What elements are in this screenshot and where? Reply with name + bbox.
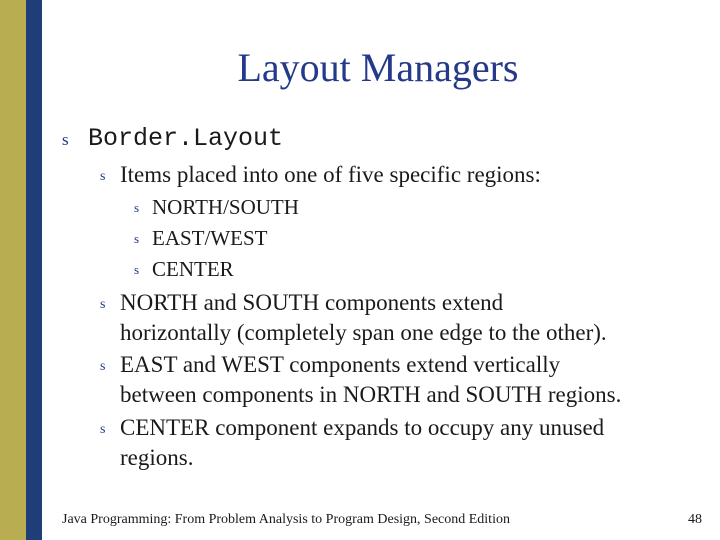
bullet-east-west-line2: between components in NORTH and SOUTH regions. <box>120 382 622 407</box>
bullet-regions-intro: Items placed into one of five specific regions: <box>120 162 541 187</box>
bullet-border-layout: Border.Layout <box>88 124 284 153</box>
bullet-icon: s <box>100 359 106 374</box>
region-north-south: NORTH/SOUTH <box>152 195 299 219</box>
bullet-icon: s <box>100 297 106 312</box>
bullet-icon: s <box>134 200 140 215</box>
page-number: 48 <box>688 512 702 527</box>
bullet-icon: s <box>62 130 69 149</box>
bullet-east-west-line1: EAST and WEST components extend vertically <box>120 352 561 377</box>
region-center: CENTER <box>152 257 234 281</box>
bullet-icon: s <box>134 231 140 246</box>
slide-footer: Java Programming: From Problem Analysis to Program Design, Second Edition <box>62 512 510 527</box>
bullet-north-south-line2: horizontally (completely span one edge to the other). <box>120 320 607 345</box>
slide-title: Layout Managers <box>237 45 519 90</box>
bullet-center-line1: CENTER component expands to occupy any unused <box>120 415 605 440</box>
region-east-west: EAST/WEST <box>152 226 268 250</box>
bullet-north-south-line1: NORTH and SOUTH components extend <box>120 290 504 315</box>
bullet-center-line2: regions. <box>120 445 194 470</box>
bullet-icon: s <box>100 169 106 184</box>
bullet-icon: s <box>100 422 106 437</box>
bullet-icon: s <box>134 262 140 277</box>
